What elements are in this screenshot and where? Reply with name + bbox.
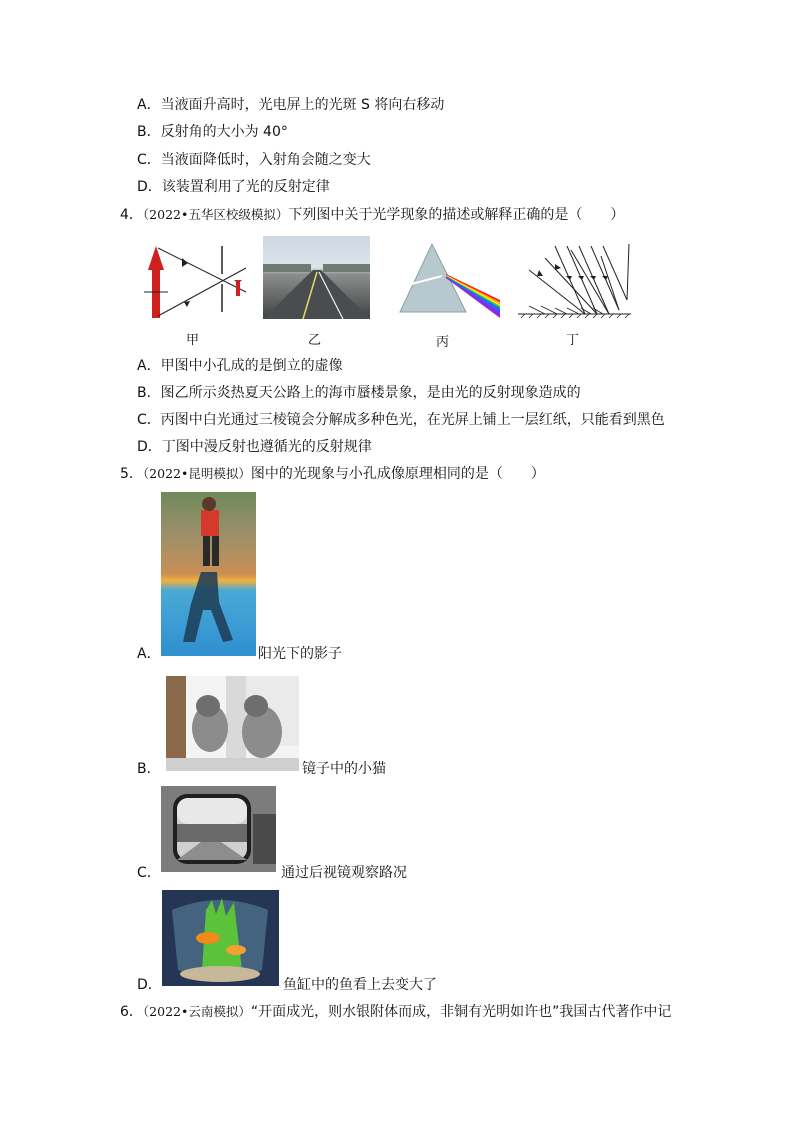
- q5-option-c-text: 通过后视镜观察路况: [281, 865, 407, 881]
- prism-dispersion-figure: [396, 240, 504, 320]
- diffuse-reflection-figure: [515, 236, 635, 320]
- q5-stem-text: 图中的光现象与小孔成像原理相同的是（ ）: [250, 466, 545, 482]
- q4-option-b: B．图乙所示炎热夏天公路上的海市蜃楼景象，是由光的反射现象造成的: [137, 385, 581, 401]
- figure-label-jia: 甲: [186, 333, 200, 348]
- shadow-in-sunlight-photo: [161, 492, 256, 656]
- q5-stem: [120, 465, 545, 483]
- q6-stem: [120, 1003, 671, 1021]
- figure-label-ding: 丁: [566, 333, 580, 348]
- figure-label-yi: 乙: [308, 333, 322, 348]
- q6-number: 6．: [120, 1004, 143, 1020]
- kitten-mirror-photo: [166, 676, 299, 771]
- rearview-mirror-photo: [161, 786, 276, 872]
- q6-stem-text: “开面成光，则水银附体而成，非铜有光明如许也”我国古代著作中记: [250, 1004, 672, 1020]
- q4-option-a: A．甲图中小孔成的是倒立的虚像: [137, 358, 343, 374]
- q3-option-d: D．该装置利用了光的反射定律: [137, 179, 330, 195]
- figure-label-bing: 丙: [436, 335, 450, 350]
- q4-option-c: C．丙图中白光通过三棱镜会分解成多种色光，在光屏上铺上一层红纸，只能看到黑色: [137, 412, 665, 428]
- q4-number: 4．: [120, 207, 143, 223]
- q3-option-b: B．反射角的大小为 40°: [137, 124, 288, 140]
- q5-source: （2022•昆明模拟）: [142, 466, 251, 481]
- q5-option-d-text: 鱼缸中的鱼看上去变大了: [283, 977, 437, 993]
- q5-option-c-letter: C．: [137, 865, 161, 881]
- q4-stem: [120, 206, 624, 224]
- q5-option-a-letter: A．: [137, 646, 161, 662]
- q3-option-a: A．当液面升高时，光电屏上的光斑 S 将向右移动: [137, 97, 445, 113]
- q3-option-c: C．当液面降低时，入射角会随之变大: [137, 152, 371, 168]
- pinhole-imaging-figure: [138, 240, 250, 325]
- q5-option-b-letter: B．: [137, 761, 161, 777]
- q4-source: （2022•五华区校级模拟）: [142, 207, 289, 222]
- q5-number: 5．: [120, 466, 143, 482]
- road-mirage-photo: [263, 236, 370, 319]
- fish-tank-photo: [162, 890, 279, 986]
- q5-option-d-letter: D．: [137, 977, 162, 993]
- q4-stem-text: 下列图中关于光学现象的描述或解释正确的是（ ）: [288, 207, 625, 223]
- q4-option-d: D．丁图中漫反射也遵循光的反射规律: [137, 439, 372, 455]
- q5-option-a-text: 阳光下的影子: [258, 646, 342, 662]
- q6-source: （2022•云南模拟）: [142, 1004, 251, 1019]
- q5-option-b-text: 镜子中的小猫: [302, 761, 386, 777]
